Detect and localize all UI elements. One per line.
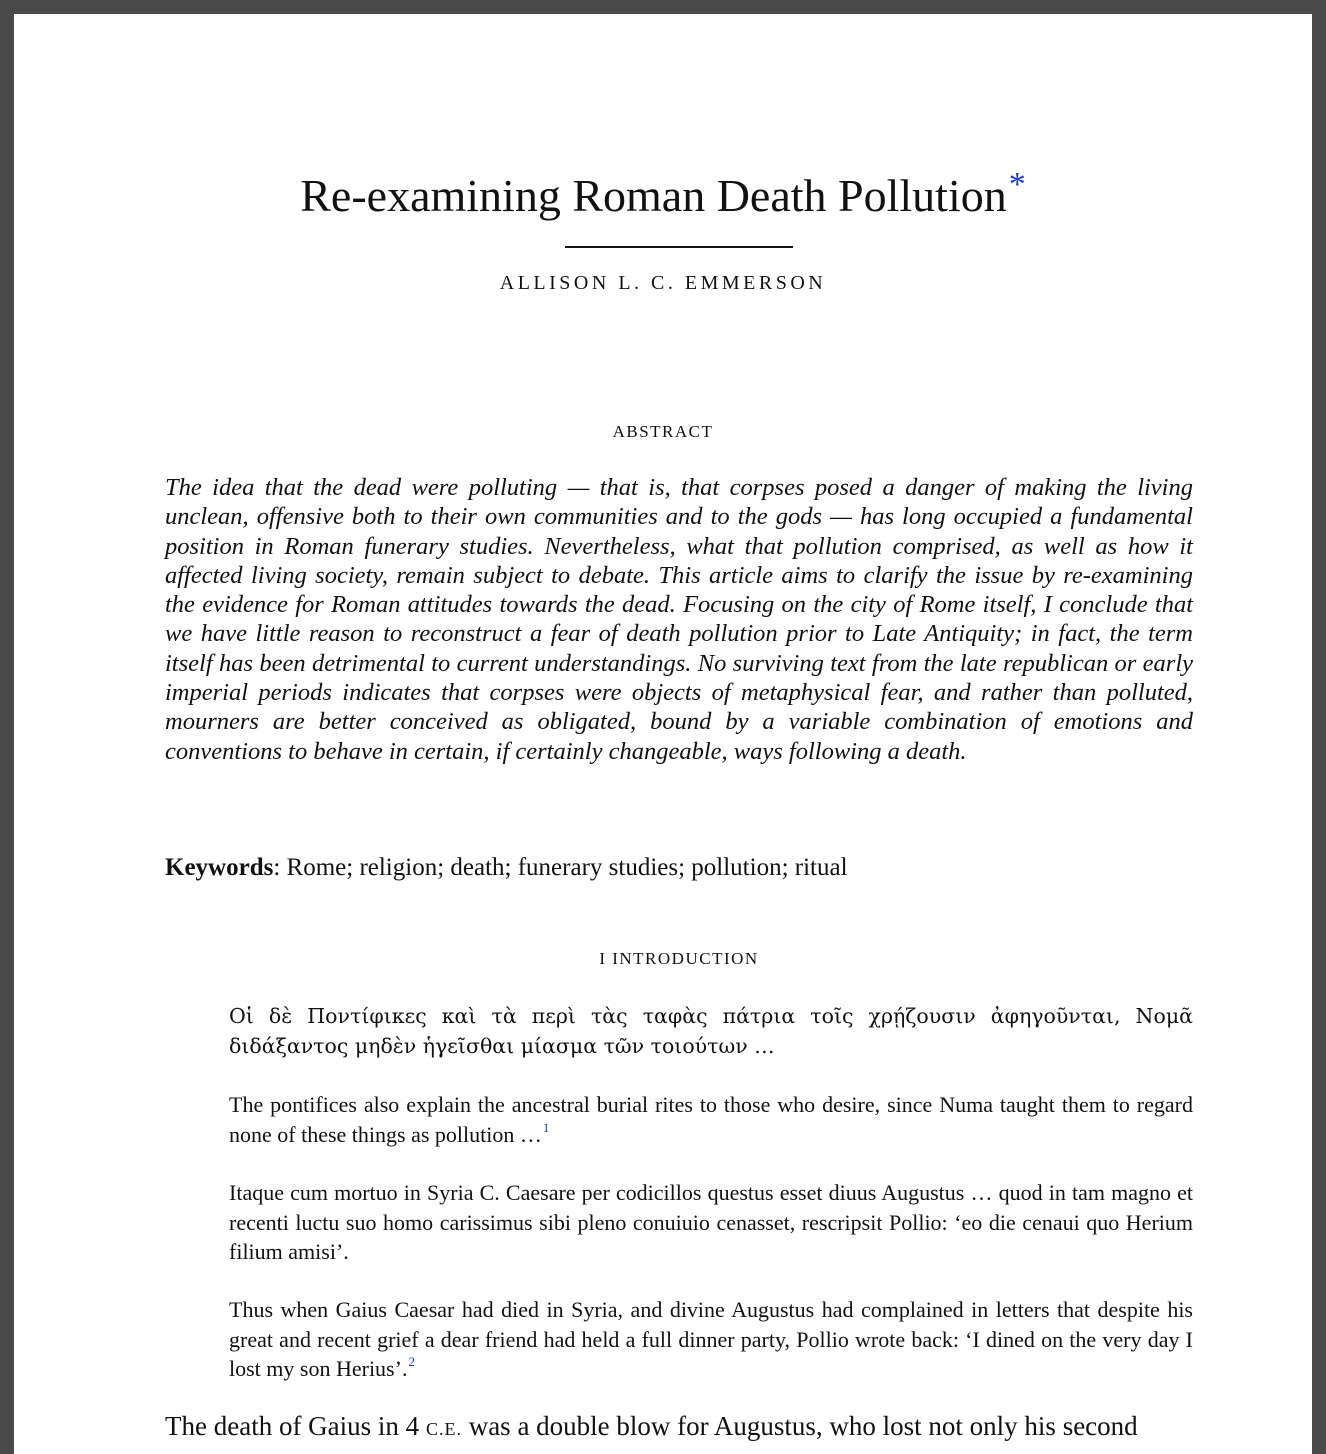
greek-quote: Οἱ δὲ Ποντίφικες καὶ τὰ περὶ τὰς ταφὰς πάτρια τοῖς χρῄζουσιν ἀφηγοῦνται, Νομᾶ διδάξαντος μηδὲν ἡγεῖσθαι μίασμα τῶν τοιούτων … xyxy=(229,1004,1193,1058)
body-text-start: The death of Gaius in 4 xyxy=(165,1411,426,1441)
footnote-link-1[interactable]: 1 xyxy=(542,1119,550,1135)
body-paragraph xyxy=(165,1409,1195,1446)
author-name: ALLISON L. C. EMMERSON xyxy=(499,272,827,294)
title-footnote-link[interactable]: * xyxy=(1008,166,1026,203)
keywords-separator: : xyxy=(273,854,287,881)
article-title-text: Re-examining Roman Death Pollution xyxy=(300,170,1007,221)
section-heading: I INTRODUCTION xyxy=(599,949,759,968)
abstract-heading: ABSTRACT xyxy=(612,422,714,441)
body-text-end: was a double blow for Augustus, who lost not only his second xyxy=(461,1411,1138,1441)
keywords-text: Rome; religion; death; funerary studies; pollution; ritual xyxy=(286,854,848,881)
document-page xyxy=(14,14,1312,1454)
latin-translation-quote xyxy=(229,1295,1193,1387)
keywords xyxy=(165,852,1193,884)
era-abbreviation: C.E. xyxy=(425,1419,462,1439)
title-divider xyxy=(565,246,793,248)
article-title xyxy=(14,166,1312,231)
abstract-text: The idea that the dead were polluting — that is, that corpses posed a danger of making the living unclean, offensive both to their own communities and to the gods — has long occupied a fundamental position in Roman funerary studies. Nevertheless, what that pollution comprised, as well as how it affected living society, remain subject to debate. This article aims to clarify the issue by re-examining the evidence for Roman attitudes towards the dead. Focusing on the city of Rome itself, I conclude that we have little reason to reconstruct a fear of death pollution prior to Late Antiquity; in fact, the term itself has been detrimental to current understandings. No surviving text from the late republican or early imperial periods indicates that corpses were objects of metaphysical fear, and rather than polluted, mourners are better conceived as obligated, bound by a variable combination of emotions and conventions to behave in certain, if certainly changeable, ways following a death. xyxy=(165,474,1193,765)
greek-translation-text: The pontifices also explain the ancestral burial rites to those who desire, since Numa taught them to regard none of these things as pollution … xyxy=(229,1092,1193,1147)
keywords-label: Keywords xyxy=(165,854,274,881)
footnote-link-2[interactable]: 2 xyxy=(408,1354,415,1369)
latin-translation-text: Thus when Gaius Caesar had died in Syria, and divine Augustus had complained in letters that despite his great and recent grief a dear friend had held a full dinner party, Pollio wrote back: ‘I dined on the very day I lost my son Herius’. xyxy=(229,1297,1193,1381)
greek-translation-quote xyxy=(229,1090,1193,1152)
latin-quote: Itaque cum mortuo in Syria C. Caesare per codicillos questus esset diuus Augustus … quod in tam magno et recenti luctu suo homo carissimus sibi pleno conuiuio cenasset, rescripsit Pollio: ‘eo die cenaui quo Herium filium amisi’. xyxy=(229,1180,1193,1264)
